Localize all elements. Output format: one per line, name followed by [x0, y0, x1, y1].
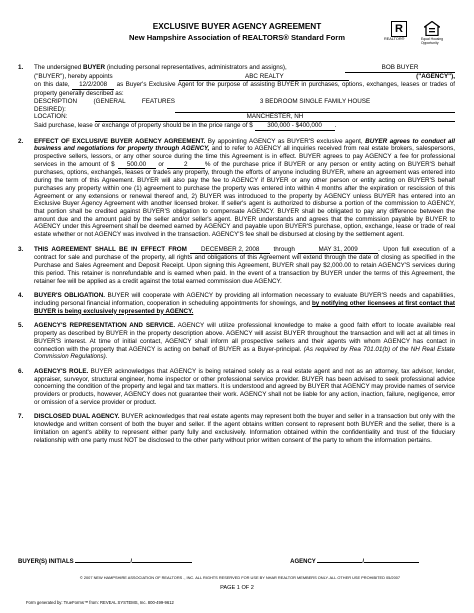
- price-field[interactable]: 300,000 - $400,000: [255, 122, 335, 131]
- agreement-body: [18, 64, 455, 451]
- section-number: 1.: [18, 64, 24, 71]
- section-heading: AGENCY'S ROLE.: [34, 367, 89, 375]
- section-heading: THIS AGREEMENT SHALL BE IN EFFECT FROM: [34, 245, 187, 253]
- including-text: (including personal representatives, administrators and assigns),: [106, 64, 287, 71]
- location-label: LOCATION:: [34, 113, 68, 121]
- percent-field[interactable]: 2: [167, 161, 205, 170]
- buyer-name-field[interactable]: BOB BUYER: [345, 64, 455, 73]
- emphasis-text: BUYER agrees to conduct all business and negotiations for property through AGENCY,: [34, 137, 456, 153]
- section-6: [18, 368, 455, 407]
- section-text: . Upon full execution of a contract for sale and purchase of the property, all rights and obligations of this Agreement will extend through the date of closing as specified in the Purchase and Sales Agreement and Deposit Receipt. Upon signing this Agreement, BUYER shall pay $2,000.00 to retain AGENCY'S services during this period. This retainer is nonrefundable and is earned when paid. In the event of a transaction by BUYER under the terms of this Agreement, the retainer fee will be applied as a credit against the total earned commission due AGENCY.: [34, 245, 456, 285]
- buyer-initials-field-2[interactable]: [132, 562, 192, 563]
- agency-quote: ("AGENCY"),: [416, 72, 455, 80]
- price-label: Said purchase, lease or exchange of property should be in the price range of $: [34, 121, 253, 129]
- start-date-field[interactable]: DECEMBER 2, 2008: [190, 246, 270, 255]
- section-heading: AGENCY'S REPRESENTATION AND SERVICE.: [34, 322, 176, 330]
- section-text: for professional services in the amount of $: [34, 153, 456, 168]
- through-label: through: [273, 245, 295, 253]
- section-text: through the efforts of anyone including BUYER, where an agreement was entered into during the term of this Agreement. BUYER will also pay the fee to AGENCY if BUYER or any other person or entity acting on BUYER'S behalf purchases any property within one (1) agreement to purchase the property was entered into within 4 months after the expiration or rescission of this Agreement or any extensions or renewal thereof and, 2) BUYER was introduced to the property by AGENCY unless BUYER has entered into an Exclusive Buyer Agency Agreement with another licensed broker. If seller's agent is authorized to disburse a portion of the commission to AGENCY, that portion shall be credited against BUYER'S obligation to compensate AGENCY. BUYER shall be obligated to pay any difference between the amount due and the amount paid by the seller and/or seller's agent. BUYER understands and agrees that the commission payable by BUYER to AGENCY under this Agreement shall be deemed earned by AGENCY and payable upon BUYER'S purchase, option, exchange, lease or trade of real estate whether or not AGENCY was involved in the transaction. AGENCY'S fee shall be disbursed at closing by the settlement agent.: [34, 169, 456, 239]
- section-1: [18, 64, 455, 131]
- generated-by-text: Form generated by: TrueForms™ from: REVEAL SYSTEMS, Inc. 800-499-9612: [26, 600, 174, 605]
- realtor-caption: REALTOR®: [384, 37, 405, 41]
- eho-caption: Equal Housing Opportunity: [421, 37, 444, 45]
- section-heading: DISCLOSED DUAL AGENCY.: [34, 413, 120, 421]
- date-field[interactable]: 12/2/2008: [72, 81, 114, 90]
- section-text: BUYER acknowledges that AGENCY is being retained solely as a real estate agent and not as an attorney, tax advisor, lender, appraiser, surveyor, structural engineer, home inspector or other professional service provider. BUYER has been advised to seek professional advice concerning the condition of the property and legal and tax matters. It is understood and agreed by BUYER that AGENCY may provide names of service providers or products, however, AGENCY does not guarantee their work. AGENCY shall not be liable for any action, inaction, failure, negligence, error or omission of a service provider or product.: [34, 367, 455, 406]
- emphasis-text: by notifying other licensees at first contact that BUYER is being exclusively represented by AGENCY.: [34, 299, 455, 315]
- description-label: DESCRIPTION (GENERAL FEATURES DESIRED):: [34, 97, 175, 113]
- agency-initials-field-1[interactable]: [317, 562, 362, 563]
- buyer-initials-label: BUYER(S) INITIALS: [18, 559, 74, 565]
- section-number: 4.: [18, 292, 24, 300]
- section-7: [18, 413, 455, 444]
- agency-name-field[interactable]: ABC REALTY: [179, 73, 349, 82]
- section-text: AGENCY will utilize professional knowledge to make a good faith effort to locate available real property as described by BUYER in the property description above. AGENCY will assist BUYER throughout the transaction and will act at all times in BUYER'S interest. At time of initial contact, AGENCY shall inform all prospective sellers and their agents with whom AGENCY has contact in connection with the property that AGENCY is acting on behalf of BUYER as a Buyer-principal.: [34, 322, 455, 353]
- slash: /: [362, 559, 365, 565]
- agency-initials-field-2[interactable]: [364, 562, 419, 563]
- buyer-quote: ("BUYER"), hereby appoints: [34, 72, 113, 80]
- purpose-text: as Buyer's Exclusive Agent for the purpose of assisting BUYER in purchases, options, exchanges, leases or trades of property generally described as:: [34, 81, 456, 98]
- section-number: 6.: [18, 367, 24, 375]
- buyer-initials-field-1[interactable]: [75, 562, 130, 563]
- section-4: [18, 292, 455, 315]
- section-2: [18, 138, 455, 239]
- section-number: 3.: [18, 245, 24, 253]
- document-subtitle: New Hampshire Association of REALTORS® Standard Form: [128, 33, 345, 42]
- equal-housing-icon: [424, 21, 440, 36]
- price-end: .: [334, 121, 337, 129]
- section-number: 7.: [18, 413, 24, 421]
- section-text: By appointing AGENCY as BUYER'S exclusive agent,: [207, 137, 363, 145]
- section-text: and to refer to AGENCY all inquiries received from real estate brokers, salespersons, prospective sellers, lessors, or any other source during the time this Agreement is in effect. BUYER agrees to pay AGENCY a fee: [34, 145, 456, 161]
- fee-field[interactable]: 500.00: [118, 161, 156, 170]
- section-text: % of the purchase price if BUYER or any person or entity acting on BUYER'S behalf purchases, options, exchanges, leases or trades any property,: [34, 160, 456, 177]
- section-heading: BUYER'S OBLIGATION.: [34, 292, 105, 300]
- or-label: or: [158, 160, 164, 168]
- end-date-field[interactable]: MAY 31, 2009: [298, 246, 378, 255]
- copyright-text: © 2007 NEW HAMPSHIRE ASSOCIATION OF REALTORS ., INC. ALL RIGHTS RESERVED FOR USE BY NHAR REALTOR MEMBERS ONLY. ALL OTHER USE PROHIBITED 05/2007: [79, 575, 401, 580]
- regulation-citation: (As required by Rea 701.01(b) of the NH Real Estate Commission Regulations).: [34, 345, 456, 361]
- logo-group: [384, 20, 454, 46]
- section-text: BUYER will cooperate with AGENCY by providing all information necessary to evaluate BUYER'S needs and capabilities, including personal financial information, cooperation in scheduling appointments for showings, and: [34, 292, 455, 307]
- section-number: 5.: [18, 322, 24, 330]
- section-text: BUYER acknowledges that real estate agents may represent both the buyer and seller in a transaction but only with the knowledge and written consent of both the buyer and seller. If the agent obtains written consent to represent both BUYER and the seller, there is a limitation on agent's ability to represent either party fully and exclusively. Information obtained within the confidentiality and trust of the fiduciary relationship with one party must NOT be disclosed to the other party without prior written consent of the party to whom the information pertains.: [34, 413, 455, 444]
- section-number: 2.: [18, 137, 24, 145]
- agency-initials-label: AGENCY: [290, 559, 316, 565]
- buyer-word: BUYER: [83, 64, 106, 71]
- realtor-logo-icon: R: [391, 21, 407, 37]
- description-field[interactable]: 3 BEDROOM SINGLE FAMILY HOUSE: [175, 98, 455, 113]
- document-title: EXCLUSIVE BUYER AGENCY AGREEMENT: [152, 22, 322, 31]
- section-3: [18, 246, 455, 286]
- date-label: on this date,: [34, 81, 70, 89]
- section-heading: EFFECT OF EXCLUSIVE BUYER AGENCY AGREEMENT.: [34, 137, 206, 145]
- intro-text: The undersigned: [34, 64, 82, 71]
- page-number: PAGE 1 OF 2: [220, 585, 254, 591]
- section-5: [18, 322, 455, 361]
- slash: /: [130, 559, 133, 565]
- initials-row: [18, 559, 455, 565]
- location-field[interactable]: MANCHESTER, NH: [95, 113, 455, 122]
